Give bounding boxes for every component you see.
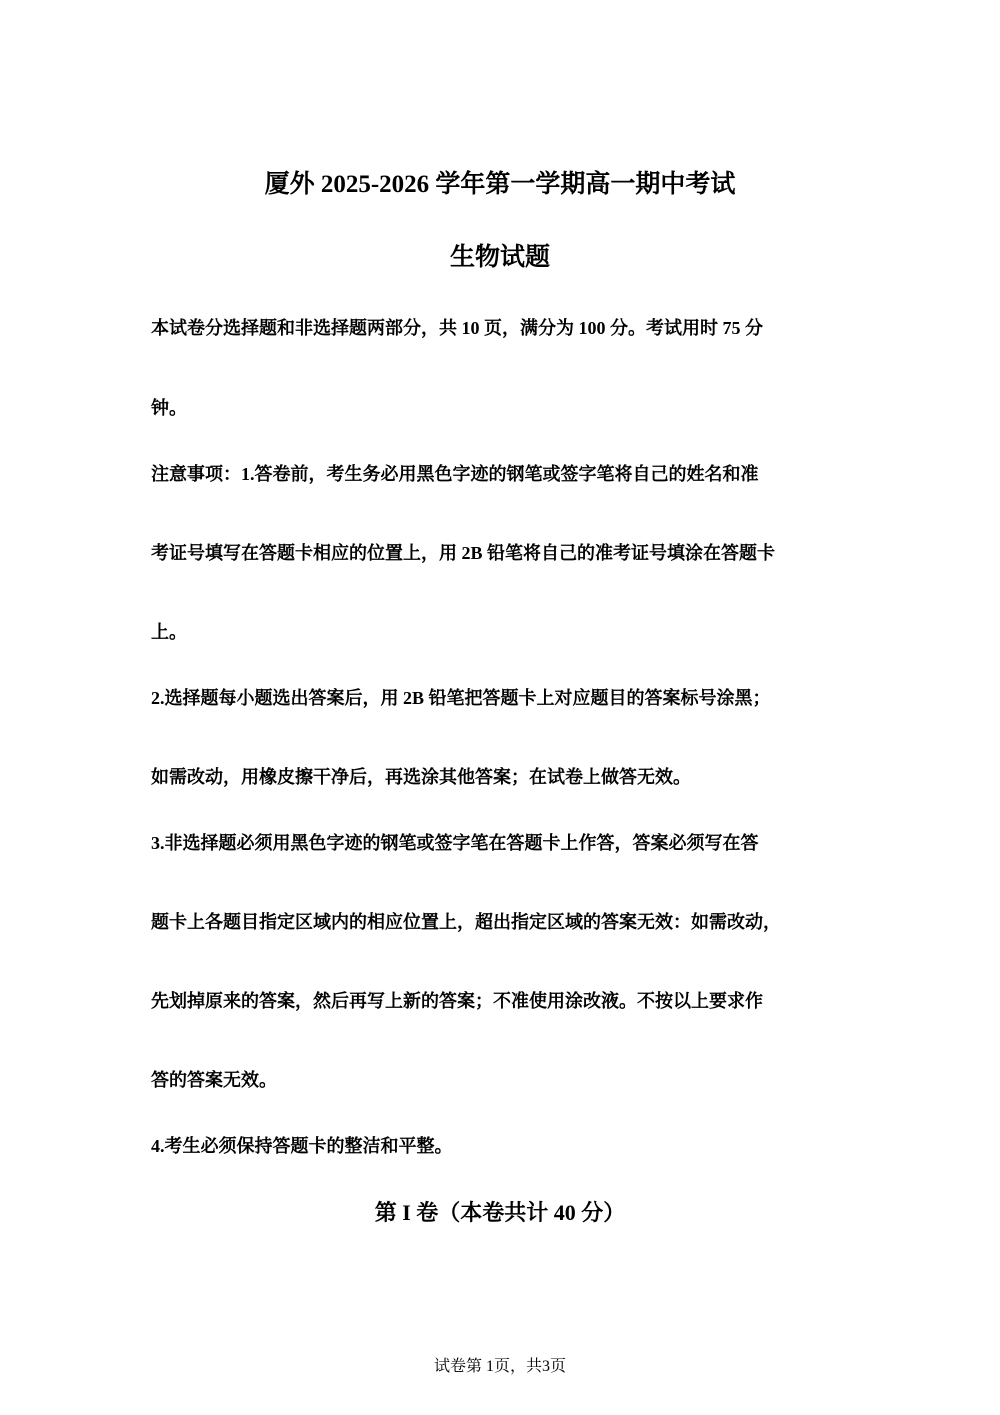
- notice-line: 题卡上各题目指定区域内的相应位置上，超出指定区域的答案无效：如需改动，: [151, 912, 781, 932]
- notice-line: 答的答案无效。: [151, 1070, 277, 1090]
- notice-line: 先划掉原来的答案，然后再写上新的答案；不准使用涂改液。不按以上要求作: [151, 991, 763, 1011]
- notice-line: 考证号填写在答题卡相应的位置上，用 2B 铅笔将自己的准考证号填涂在答题卡: [151, 543, 776, 563]
- exam-title: 厦外 2025-2026 学年第一学期高一期中考试: [264, 171, 736, 198]
- notice-line: 上。: [151, 622, 187, 642]
- notice-line: 4.考生必须保持答题卡的整洁和平整。: [151, 1136, 453, 1156]
- notice-line: 2.选择题每小题选出答案后，用 2B 铅笔把答题卡上对应题目的答案标号涂黑；: [151, 688, 771, 708]
- notice-line: 如需改动，用橡皮擦干净后，再选涂其他答案；在试卷上做答无效。: [151, 767, 691, 787]
- intro-line: 钟。: [151, 398, 187, 418]
- notice-line: 3.非选择题必须用黑色字迹的钢笔或签字笔在答题卡上作答，答案必须写在答: [151, 833, 759, 853]
- intro-line: 本试卷分选择题和非选择题两部分，共 10 页，满分为 100 分。考试用时 75 分: [151, 318, 763, 338]
- subject-title: 生物试题: [449, 244, 550, 271]
- page-footer: 试卷第 1页，共3页: [433, 1358, 566, 1375]
- notice-line: 注意事项：1.答卷前，考生务必用黑色字迹的钢笔或签字笔将自己的姓名和准: [151, 464, 759, 484]
- section-heading: 第 I 卷（本卷共计 40 分）: [374, 1200, 626, 1225]
